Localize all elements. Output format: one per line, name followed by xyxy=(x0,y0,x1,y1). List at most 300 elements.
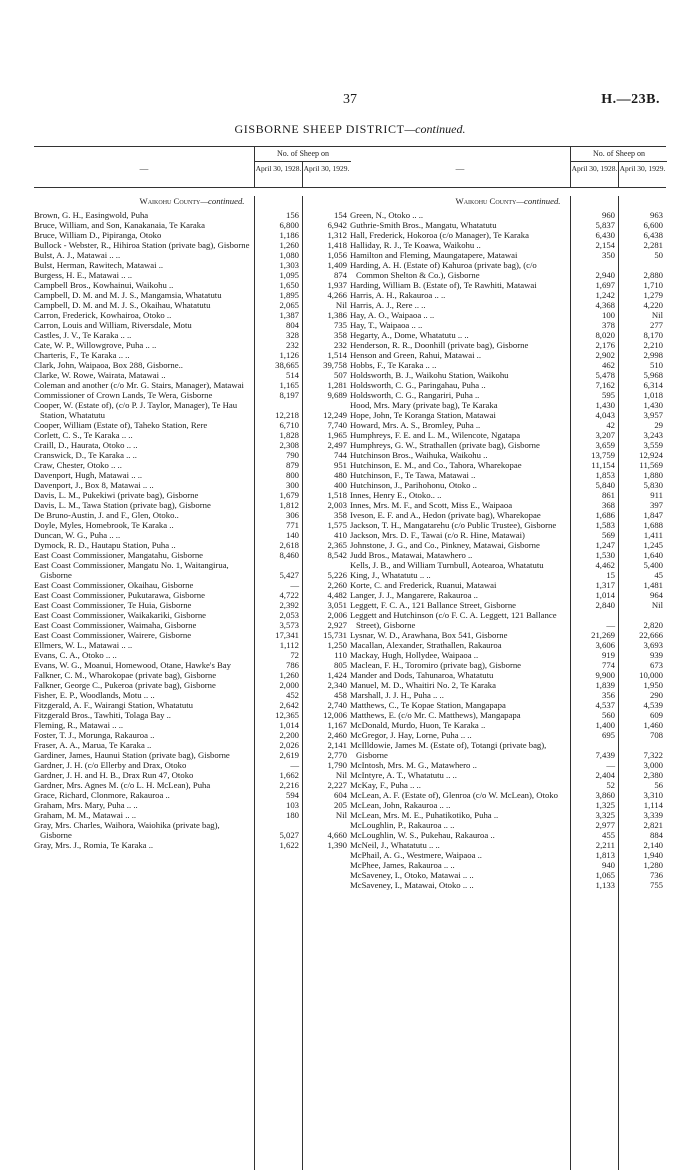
table-row xyxy=(350,520,666,530)
count-1929-cell: 2,210 xyxy=(643,340,663,350)
table-row xyxy=(34,470,350,480)
table-row xyxy=(34,590,350,600)
count-1929-cell: 1,640 xyxy=(643,550,663,560)
table-row xyxy=(34,280,350,290)
owner-name-cell: Campbell, D. M. and M. J. S., Okaihau, Whatatutu xyxy=(34,300,211,310)
table-row xyxy=(34,230,350,240)
count-1928-cell: 774 xyxy=(601,660,615,670)
table-row xyxy=(34,710,350,720)
row-list xyxy=(350,210,666,890)
owner-name-cell: Holdsworth, C. G., Rangariri, Puha .. xyxy=(350,390,480,400)
owner-name-cell: Green, N., Otoko .. .. xyxy=(350,210,424,220)
count-1929-cell: 736 xyxy=(649,870,663,880)
table-row xyxy=(350,510,666,520)
table-row xyxy=(34,560,350,580)
owner-name-cell: Cooper, William (Estate of), Taheko Station, Rere xyxy=(34,420,208,430)
count-1929-cell: 1,518 xyxy=(327,490,347,500)
table-row xyxy=(34,210,350,220)
count-1929-cell: 2,260 xyxy=(327,580,347,590)
count-1928-cell: 1,387 xyxy=(279,310,299,320)
count-1929-cell: 56 xyxy=(654,780,663,790)
owner-name-cell: Carron, Frederick, Kowhairoa, Otoko .. xyxy=(34,310,172,320)
count-1929-cell: 480 xyxy=(333,470,347,480)
count-1929-cell: 4,660 xyxy=(327,830,347,840)
owner-name-cell: McIlldowie, James M. (Estate of), Totangi (private bag), Gisborne xyxy=(350,740,547,760)
count-1928-cell: 72 xyxy=(290,650,299,660)
sheep-count-group-header: No. of Sheep on xyxy=(254,147,351,162)
table-row xyxy=(34,790,350,800)
owner-name-cell: Hay, T., Waipaoa .. .. xyxy=(350,320,423,330)
count-1928-cell: 17,341 xyxy=(275,630,299,640)
table-row xyxy=(350,290,666,300)
owner-name-cell: McLoughlin, P., Rakauroa .. .. xyxy=(350,820,455,830)
owner-name-cell: Holdsworth, C. G., Paringahau, Puha .. xyxy=(350,380,486,390)
count-1929-cell: 1,424 xyxy=(327,670,347,680)
owner-name-cell: Hood, Mrs. Mary (private bag), Te Karaka xyxy=(350,400,498,410)
table-row xyxy=(34,260,350,270)
count-1928-cell: 4,368 xyxy=(595,300,615,310)
count-1928-cell: 21,269 xyxy=(591,630,615,640)
table-row xyxy=(350,400,666,410)
title-continued: —continued. xyxy=(404,122,466,136)
table-row xyxy=(350,410,666,420)
owner-name-cell: Grace, Richard, Clonmore, Rakauroa .. xyxy=(34,790,170,800)
count-1928-cell: 1,260 xyxy=(279,240,299,250)
table-row xyxy=(34,390,350,400)
table-row xyxy=(34,770,350,780)
table-row xyxy=(350,630,666,640)
owner-name-cell: Humphreys, G. W., Strathallen (private bag), Gisborne xyxy=(350,440,540,450)
count-1929-cell: 1,514 xyxy=(327,350,347,360)
owner-name-cell: Evans, W. G., Moanui, Homewood, Otane, Hawke's Bay xyxy=(34,660,232,670)
count-1928-cell: 8,020 xyxy=(595,330,615,340)
table-row xyxy=(34,620,350,630)
count-1929-cell: 12,924 xyxy=(639,450,663,460)
table-row xyxy=(34,600,350,610)
table-row xyxy=(350,330,666,340)
owner-name-cell: Maclean, F. H., Toromiro (private bag), Gisborne xyxy=(350,660,522,670)
table-row xyxy=(350,450,666,460)
count-1929-cell: 1,409 xyxy=(327,260,347,270)
count-1928-cell: 5,027 xyxy=(279,830,299,840)
owner-name-cell: Henderson, R. R., Doonhill (private bag), Gisborne xyxy=(350,340,529,350)
owner-name-cell: Harding, William B. (Estate of), Te Rawhiti, Matawai xyxy=(350,280,537,290)
count-1928-cell: 4,722 xyxy=(279,590,299,600)
table-row xyxy=(350,580,666,590)
owner-name-cell: McGregor, J. Hay, Lorne, Puha .. .. xyxy=(350,730,472,740)
count-1929-cell: 1,281 xyxy=(327,380,347,390)
table-row xyxy=(350,220,666,230)
count-1929-cell: 911 xyxy=(650,490,663,500)
count-1929-cell: 510 xyxy=(649,360,663,370)
count-1929-cell: 22,666 xyxy=(639,630,663,640)
count-1929-cell: 708 xyxy=(649,730,663,740)
count-1928-cell: 300 xyxy=(285,480,299,490)
owner-name-cell: Gardner, J. H. (c/o Ellerby and Drax, Otoko xyxy=(34,760,187,770)
owner-name-cell: McDonald, Murdo, Huon, Te Karaka .. xyxy=(350,720,486,730)
owner-name-cell: Leggett and Hutchinson (c/o F. C. A. Leggett, 121 Ballance Street), Gisborne xyxy=(350,610,557,630)
owner-name-cell: McKay, F., Puha .. .. xyxy=(350,780,421,790)
count-1929-cell: 8,542 xyxy=(327,550,347,560)
count-1928-cell: 2,211 xyxy=(595,840,615,850)
count-1929-cell: 6,600 xyxy=(643,220,663,230)
table-row xyxy=(34,670,350,680)
table-row xyxy=(34,450,350,460)
owner-name-cell: Humphreys, F. E. and L. M., Wilencote, Ngatapa xyxy=(350,430,521,440)
count-1928-cell: 2,404 xyxy=(595,770,615,780)
count-1928-cell: 2,026 xyxy=(279,740,299,750)
count-1928-cell: 514 xyxy=(285,370,299,380)
table-body xyxy=(350,196,666,890)
owner-name-cell: Holdsworth, B. J., Waikohu Station, Waikohu xyxy=(350,370,509,380)
owner-name-cell: Commissioner of Crown Lands, Te Wera, Gisborne xyxy=(34,390,213,400)
owner-name-cell: Leggett, F. C. A., 121 Ballance Street, Gisborne xyxy=(350,600,517,610)
name-column-header: — xyxy=(455,163,465,173)
count-1928-cell: — xyxy=(606,760,615,770)
table-row xyxy=(34,250,350,260)
count-1929-cell: 1,950 xyxy=(643,680,663,690)
count-1929-cell: 744 xyxy=(333,450,347,460)
table-row xyxy=(34,780,350,790)
count-1928-cell: 790 xyxy=(285,450,299,460)
owner-name-cell: Davenport, Hugh, Matawai .. .. xyxy=(34,470,143,480)
table-row xyxy=(350,870,666,880)
table-row xyxy=(34,640,350,650)
count-1928-cell: 15 xyxy=(606,570,615,580)
count-1928-cell: 368 xyxy=(601,500,615,510)
count-1928-cell: 8,197 xyxy=(279,390,299,400)
owner-name-cell: Fitzgerald Bros., Tawhiti, Tolaga Bay .. xyxy=(34,710,171,720)
count-1929-cell: 5,226 xyxy=(327,570,347,580)
count-1929-cell: 12,249 xyxy=(323,410,347,420)
count-1928-cell: 1,186 xyxy=(279,230,299,240)
table-row xyxy=(350,770,666,780)
owner-name-cell: Judd Bros., Matawai, Matawhero .. xyxy=(350,550,473,560)
count-1928-cell: 5,840 xyxy=(595,480,615,490)
count-1928-cell: 1,065 xyxy=(595,870,615,880)
owner-name-cell: Bullock - Webster, R., Hihiroa Station (private bag), Gisborne xyxy=(34,240,250,250)
count-1928-cell: 3,207 xyxy=(595,430,615,440)
count-1929-cell: 609 xyxy=(649,710,663,720)
table-row xyxy=(350,820,666,830)
table-row xyxy=(34,340,350,350)
owner-name-cell: Ellmers, W. L., Matawai .. .. xyxy=(34,640,133,650)
owner-name-cell: McLoughlin, W. S., Pukehau, Rakauroa .. xyxy=(350,830,495,840)
table-row xyxy=(34,510,350,520)
count-1928-cell: 2,619 xyxy=(279,750,299,760)
count-1929-cell: 735 xyxy=(333,320,347,330)
owner-name-cell: Graham, Mrs. Mary, Puha .. .. xyxy=(34,800,138,810)
count-1929-cell: 4,266 xyxy=(327,290,347,300)
table-row xyxy=(350,360,666,370)
owner-name-cell: Falkner, George C., Pukeroa (private bag), Gisborne xyxy=(34,680,216,690)
count-1928-cell: 452 xyxy=(285,690,299,700)
table-row xyxy=(34,480,350,490)
owner-name-cell: Harding, A. H. (Estate of) Kahuroa (private bag), (c/o Common Shelton & Co.), Gisborne xyxy=(350,260,537,280)
table-row xyxy=(34,290,350,300)
count-1929-cell: 10,000 xyxy=(639,670,663,680)
count-1928-cell: — xyxy=(290,760,299,770)
table-row xyxy=(34,550,350,560)
count-1928-cell: 2,940 xyxy=(595,270,615,280)
count-1929-cell: 1,430 xyxy=(643,400,663,410)
count-1928-cell: 1,839 xyxy=(595,680,615,690)
count-1929-cell: 5,968 xyxy=(643,370,663,380)
table-row xyxy=(34,430,350,440)
count-1929-cell: Nil xyxy=(651,310,663,320)
count-1929-cell: 604 xyxy=(333,790,347,800)
count-1928-cell: 103 xyxy=(285,800,299,810)
owner-name-cell: Bruce, William, and Son, Kanakanaia, Te Karaka xyxy=(34,220,205,230)
count-1928-cell: 1,325 xyxy=(595,800,615,810)
table-row xyxy=(350,370,666,380)
count-1928-cell: 1,812 xyxy=(279,500,299,510)
owner-name-cell: McIntyre, A. T., Whatatutu .. .. xyxy=(350,770,457,780)
owner-name-cell: Gardner, J. H. and H. B., Drax Run 47, Otoko xyxy=(34,770,194,780)
table-row xyxy=(34,220,350,230)
count-1929-cell: 2,927 xyxy=(327,620,347,630)
owner-name-cell: Harris, A. J., Rere .. .. xyxy=(350,300,426,310)
owner-name-cell: Craill, D., Haurata, Otoko .. .. xyxy=(34,440,138,450)
page-number: 37 xyxy=(343,92,357,107)
count-1928-cell: 1,242 xyxy=(595,290,615,300)
owner-name-cell: Iveson, E. F. and A., Hedon (private bag), Wharekopae xyxy=(350,510,541,520)
table-row xyxy=(34,690,350,700)
count-1929-cell: 290 xyxy=(649,690,663,700)
count-1929-cell: 1,710 xyxy=(643,280,663,290)
count-1929-cell: 1,279 xyxy=(643,290,663,300)
count-1928-cell: 1,853 xyxy=(595,470,615,480)
count-1928-cell: 2,977 xyxy=(595,820,615,830)
table-row xyxy=(34,360,350,370)
table-row xyxy=(34,370,350,380)
count-1929-cell: 1,937 xyxy=(327,280,347,290)
count-1928-cell: 2,642 xyxy=(279,700,299,710)
owner-name-cell: McPhail, A. G., Westmere, Waipaoa .. xyxy=(350,850,482,860)
count-1929-cell: 1,481 xyxy=(643,580,663,590)
owner-name-cell: Corlett, C. S., Te Karaka .. .. xyxy=(34,430,133,440)
count-1929-cell: 6,314 xyxy=(643,380,663,390)
owner-name-cell: Guthrie-Smith Bros., Mangatu, Whatatutu xyxy=(350,220,497,230)
count-1929-cell: 50 xyxy=(654,250,663,260)
owner-name-cell: Jackson, T. H., Mangatarehu (c/o Public Trustee), Gisborne xyxy=(350,520,557,530)
owner-name-cell: Cranswick, D., Te Karaka .. .. xyxy=(34,450,137,460)
table-row xyxy=(350,490,666,500)
owner-name-cell: Hobbs, F., Te Karaka .. .. xyxy=(350,360,437,370)
table-row xyxy=(350,570,666,580)
count-1929-cell: 2,880 xyxy=(643,270,663,280)
owner-name-cell: Davis, L. M., Pukekiwi (private bag), Gisborne xyxy=(34,490,199,500)
owner-name-cell: Johnstone, J. G., and Co., Pinkney, Matawai, Gisborne xyxy=(350,540,540,550)
count-1928-cell: 3,659 xyxy=(595,440,615,450)
owner-name-cell: McLean, A. F. (Estate of), Glenroa (c/o W. McLean), Otoko xyxy=(350,790,558,800)
count-1929-cell: 15,731 xyxy=(323,630,347,640)
count-1929-cell: 3,957 xyxy=(643,410,663,420)
count-1928-cell: 13,759 xyxy=(591,450,615,460)
table-row xyxy=(34,660,350,670)
count-1928-cell: 4,043 xyxy=(595,410,615,420)
col-1928-header: April 30, 1928. xyxy=(254,162,302,187)
table-row xyxy=(34,440,350,450)
count-1928-cell: — xyxy=(606,620,615,630)
count-1928-cell: 2,000 xyxy=(279,680,299,690)
table-row xyxy=(34,840,350,850)
count-1929-cell: 1,280 xyxy=(643,860,663,870)
count-1928-cell: 2,176 xyxy=(595,340,615,350)
count-1928-cell: 3,860 xyxy=(595,790,615,800)
count-1928-cell: 1,650 xyxy=(279,280,299,290)
table-row xyxy=(350,560,666,570)
count-1929-cell: 358 xyxy=(333,510,347,520)
count-1928-cell: 6,800 xyxy=(279,220,299,230)
owner-name-cell: Gray, Mrs. J., Romia, Te Karaka .. xyxy=(34,840,154,850)
owner-name-cell: Davenport, J., Box 8, Matawai .. .. xyxy=(34,480,154,490)
owner-name-cell: Craw, Chester, Otoko .. .. xyxy=(34,460,122,470)
count-1928-cell: 12,218 xyxy=(275,410,299,420)
owner-name-cell: East Coast Commissioner, Te Huia, Gisborne xyxy=(34,600,192,610)
owner-name-cell: Bulst, A. J., Matawai .. .. xyxy=(34,250,121,260)
count-1928-cell: 1,813 xyxy=(595,850,615,860)
owner-name-cell: East Coast Commissioner, Waimaha, Gisborne xyxy=(34,620,197,630)
count-1928-cell: 1,126 xyxy=(279,350,299,360)
count-1929-cell: 2,380 xyxy=(643,770,663,780)
count-1928-cell: 306 xyxy=(285,510,299,520)
count-1929-cell: 1,386 xyxy=(327,310,347,320)
count-1929-cell: 1,114 xyxy=(643,800,663,810)
owner-name-cell: Lysnar, W. D., Arawhana, Box 541, Gisborne xyxy=(350,630,508,640)
count-1929-cell: 1,880 xyxy=(643,470,663,480)
owner-name-cell: Bulst, Herman, Rawitech, Matawai .. xyxy=(34,260,164,270)
count-1928-cell: 4,537 xyxy=(595,700,615,710)
col-1929-header: April 30, 1929. xyxy=(302,162,350,187)
owner-name-cell: Graham, M. M., Matawai .. .. xyxy=(34,810,137,820)
owner-name-cell: Manuel, M. D., Whaitiri No. 2, Te Karaka xyxy=(350,680,496,690)
count-1928-cell: 42 xyxy=(606,420,615,430)
owner-name-cell: Campbell, D. M. and M. J. S., Mangamsia, Whatatutu xyxy=(34,290,222,300)
count-1928-cell: 1,583 xyxy=(595,520,615,530)
table-row xyxy=(34,580,350,590)
owner-name-cell: Kells, J. B., and William Turnbull, Aotearoa, Whatatutu xyxy=(350,560,544,570)
owner-name-cell: Harris, A. H., Rakauroa .. .. xyxy=(350,290,446,300)
table-row xyxy=(350,350,666,360)
count-1929-cell: 964 xyxy=(649,590,663,600)
count-1928-cell: 1,165 xyxy=(279,380,299,390)
count-1928-cell: 1,317 xyxy=(595,580,615,590)
count-1928-cell: 1,679 xyxy=(279,490,299,500)
table-row xyxy=(34,490,350,500)
owner-name-cell: Coleman and another (c/o Mr. G. Stairs, Manager), Matawai xyxy=(34,380,244,390)
owner-name-cell: Henson and Green, Rahui, Matawai .. xyxy=(350,350,481,360)
owner-name-cell: Mackay, Hugh, Hollydee, Waipaoa .. xyxy=(350,650,479,660)
count-1929-cell: 6,942 xyxy=(327,220,347,230)
count-1929-cell: 410 xyxy=(333,530,347,540)
count-1928-cell: 232 xyxy=(285,340,299,350)
table-row xyxy=(350,760,666,770)
count-1929-cell: 4,539 xyxy=(643,700,663,710)
owner-name-cell: Campbell Bros., Kowhainui, Waikohu .. xyxy=(34,280,174,290)
count-1928-cell: 2,840 xyxy=(595,600,615,610)
table-row xyxy=(350,880,666,890)
owner-name-cell: Fitzgerald, A. F., Wairangi Station, Whatatutu xyxy=(34,700,193,710)
count-1929-cell: 2,141 xyxy=(327,740,347,750)
table-row xyxy=(34,740,350,750)
owner-name-cell: Gardiner, James, Haunui Station (private bag), Gisborne xyxy=(34,750,230,760)
count-1929-cell: 1,688 xyxy=(643,520,663,530)
table-row xyxy=(350,850,666,860)
table-row xyxy=(34,310,350,320)
count-1929-cell: 673 xyxy=(649,660,663,670)
section-heading xyxy=(34,196,350,206)
table-row xyxy=(34,650,350,660)
owner-name-cell: Cooper, W. (Estate of), (c/o P. J. Taylor, Manager), Te Hau Station, Whatatutu xyxy=(34,400,238,420)
count-1929-cell: 1,418 xyxy=(327,240,347,250)
count-1929-cell: 1,312 xyxy=(327,230,347,240)
table-row xyxy=(34,330,350,340)
table-row xyxy=(350,480,666,490)
count-1928-cell: 2,392 xyxy=(279,600,299,610)
owner-name-cell: Hegarty, A., Dome, Whatatutu .. .. xyxy=(350,330,469,340)
table-row xyxy=(350,800,666,810)
count-1929-cell: 3,693 xyxy=(643,640,663,650)
title-main: GISBORNE SHEEP DISTRICT xyxy=(234,122,405,136)
count-1928-cell: 1,430 xyxy=(595,400,615,410)
count-1928-cell: 156 xyxy=(285,210,299,220)
count-1929-cell: 1,245 xyxy=(643,540,663,550)
count-1929-cell: 1,018 xyxy=(643,390,663,400)
owner-name-cell: Clark, John, Waipaoa, Box 288, Gisborne.. xyxy=(34,360,183,370)
owner-name-cell: Charteris, F., Te Karaka .. .. xyxy=(34,350,130,360)
section-county: Waikohu County xyxy=(139,196,201,206)
count-1928-cell: 2,065 xyxy=(279,300,299,310)
owner-name-cell: Duncan, W. G., Puha .. .. xyxy=(34,530,121,540)
table-row xyxy=(350,310,666,320)
count-1928-cell: 180 xyxy=(285,810,299,820)
count-1928-cell: 2,902 xyxy=(595,350,615,360)
count-1929-cell: 277 xyxy=(649,320,663,330)
owner-name-cell: Matthews, E. (c/o Mr. C. Matthews), Mangapapa xyxy=(350,710,521,720)
table-row xyxy=(350,780,666,790)
count-1928-cell: 595 xyxy=(601,390,615,400)
count-1928-cell: 5,837 xyxy=(595,220,615,230)
count-1928-cell: 2,618 xyxy=(279,540,299,550)
count-1928-cell: 462 xyxy=(601,360,615,370)
count-1929-cell: 39,758 xyxy=(323,360,347,370)
count-1929-cell: 1,790 xyxy=(327,760,347,770)
count-1928-cell: 879 xyxy=(285,460,299,470)
count-1929-cell: 9,689 xyxy=(327,390,347,400)
table-row xyxy=(350,380,666,390)
table-row xyxy=(350,530,666,540)
owner-name-cell: Innes, Mrs. M. F., and Scott, Miss E., Waipaoa xyxy=(350,500,513,510)
count-1929-cell: 1,411 xyxy=(643,530,663,540)
count-1928-cell: 1,247 xyxy=(595,540,615,550)
count-1929-cell: 2,003 xyxy=(327,500,347,510)
count-1929-cell: 205 xyxy=(333,800,347,810)
table-row xyxy=(350,550,666,560)
owner-name-cell: Davis, L. M., Tawa Station (private bag), Gisborne xyxy=(34,500,211,510)
count-1929-cell: Nil xyxy=(335,810,347,820)
count-1928-cell: 356 xyxy=(601,690,615,700)
table-row xyxy=(350,810,666,820)
table-row xyxy=(350,390,666,400)
count-1928-cell: 455 xyxy=(601,830,615,840)
table-row xyxy=(350,280,666,290)
table-row xyxy=(350,300,666,310)
owner-name-cell: Langer, J. J., Mangarere, Rakauroa .. xyxy=(350,590,478,600)
count-1928-cell: 1,303 xyxy=(279,260,299,270)
sheep-count-group-header: No. of Sheep on xyxy=(570,147,667,162)
count-1929-cell: 2,140 xyxy=(643,840,663,850)
